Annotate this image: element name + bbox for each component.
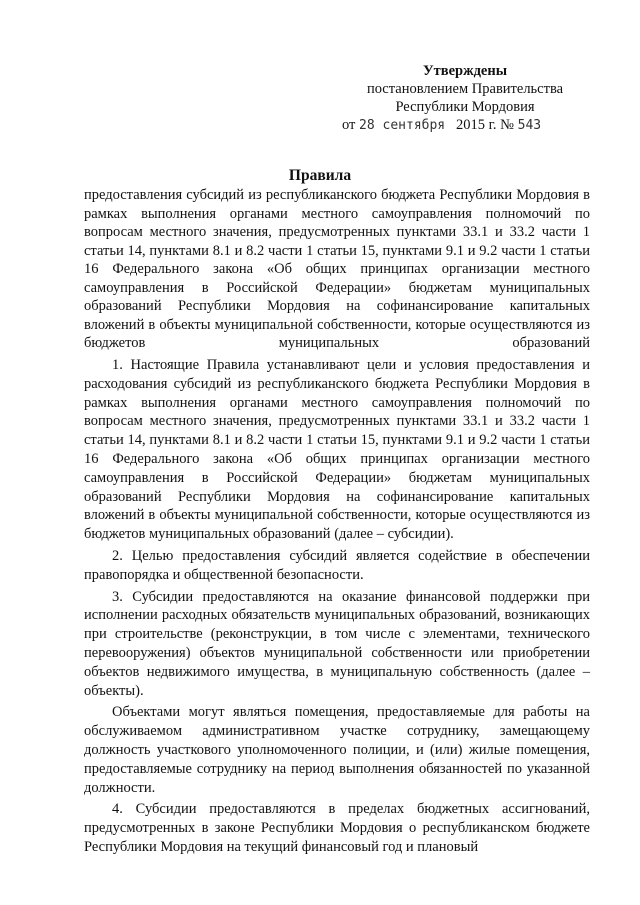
paragraph-4: 4. Субсидии предоставляются в пределах бюджетных ассигнований, предусмотренных в законе Республики Мордовия о республиканском бюджете Республики Мордовия на текущий финансовый год и плановый (84, 801, 590, 855)
paragraph-3-continuation: Объектами могут являться помещения, предоставляемые для работы на обслуживаемом административном участке сотруднику, замещающему должность участкового уполномоченного полиции, и (или) жилые помещения, предоставляемые сотруднику на период выполнения обязанностей по указанной должности. (84, 704, 590, 796)
paragraph-2: 2. Целью предоставления субсидий является содействие в обеспечении правопорядка и общественной безопасности. (84, 547, 590, 583)
date-prefix: от (342, 117, 356, 133)
approval-date-line (340, 116, 590, 135)
approval-line-republic: Республики Мордовия (395, 99, 535, 115)
paragraph-1: 1. Настоящие Правила устанавливают цели и условия предоставления и расходования субсидий из республиканского бюджета Республики Мордовия в рамках выполнения органами местного самоуправления полномочий по вопросам местного значения, предусмотренных пунктами 33.1 и 33.2 части 1 статьи 14, пунктами 8.1 и 8.2 части 1 статьи 15, пунктами 9.1 и 9.2 части 1 статьи 16 Федерального закона «Об общих принципах организации местного самоуправления в Российской Федерации» бюджетам муниципальных образований Республики Мордовия на софинансирование капитальных вложений в объекты муниципальной собственности, которые осуществляются из бюджетов муниципальных образований (далее – субсидии). (84, 357, 590, 543)
document-subtitle: предоставления субсидий из республиканского бюджета Республики Мордовия в рамках выполнения органами местного самоуправления полномочий по вопросам местного значения, предусмотренных пунктами 33.1 и 33.2 части 1 статьи 14, пунктами 8.1 и 8.2 части 1 статьи 15, пунктами 9.1 и 9.2 части 1 статьи 16 Федерального закона «Об общих принципах организации местного самоуправления в Российской Федерации» бюджетам муниципальных образований Республики Мордовия на софинансирование капитальных вложений в объекты муниципальной собственности, которые осуществляются из бюджетов муниципальных образований (84, 187, 590, 351)
document-body (84, 356, 590, 860)
approved-heading: Утверждены (422, 63, 508, 79)
year-and-number-label: 2015 г. № (456, 117, 515, 133)
approval-line-decree: постановлением Правительства (366, 81, 564, 97)
handwritten-date: 28 сентября (359, 118, 446, 133)
approval-stamp-block (340, 62, 590, 135)
paragraph-3: 3. Субсидии предоставляются на оказание финансовой поддержки при исполнении расходных обязательств муниципальных образований, возникающих при строительстве (реконструкции, в том числе с элементами, технического перевооружения) объектов муниципальной собственности или приобретении объектов недвижимого имущества, в муниципальную собственность (далее – объекты). (84, 588, 590, 699)
handwritten-number: 543 (517, 118, 542, 133)
document-title: Правила (288, 167, 352, 184)
